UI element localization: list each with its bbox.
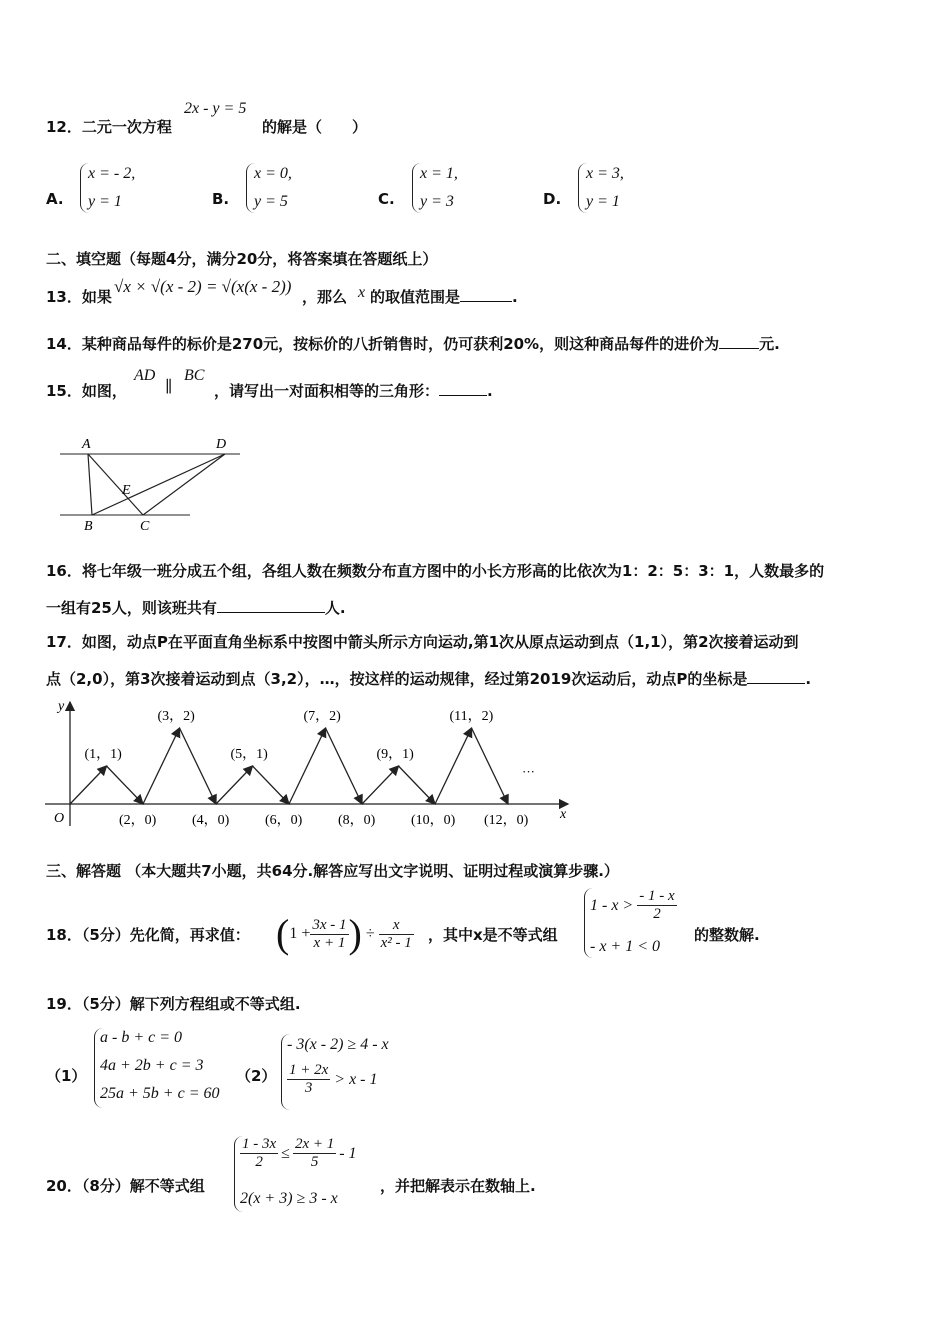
q18-den2: x² - 1 bbox=[380, 934, 412, 951]
q18-mid: ，其中x是不等式组 bbox=[428, 926, 558, 944]
zigzag-path bbox=[70, 728, 508, 804]
section2-title: 二、填空题（每题4分，满分20分，将答案填在答题纸上） bbox=[46, 250, 438, 268]
q20-ineq1-right: - 1 bbox=[339, 1144, 357, 1162]
top-point-label: (11，2) bbox=[449, 709, 494, 724]
zigzag-segment bbox=[180, 728, 217, 804]
q13-answer-blank[interactable] bbox=[460, 287, 512, 302]
q12-option-c-line2: y = 3 bbox=[420, 193, 454, 210]
q19-part1-label: （1） bbox=[46, 1067, 87, 1085]
label-c: C bbox=[140, 519, 150, 534]
q12-option-c-line1: x = 1, bbox=[420, 165, 458, 182]
segment-ac bbox=[88, 454, 143, 515]
q17-end: . bbox=[805, 670, 812, 688]
zigzag-segment bbox=[399, 766, 436, 804]
q20-le: ≤ bbox=[281, 1144, 290, 1162]
top-point-labels bbox=[85, 709, 494, 762]
q12-option-a-line2: y = 1 bbox=[88, 193, 122, 210]
q15-end: . bbox=[487, 382, 493, 400]
q17-answer-blank[interactable] bbox=[747, 669, 805, 684]
q17-figure bbox=[40, 696, 580, 832]
segment-cd bbox=[143, 454, 225, 515]
segment-ab bbox=[88, 454, 92, 515]
q12-stem bbox=[46, 116, 172, 137]
q17-line1: 17．如图，动点P在平面直角坐标系中按图中箭头所示方向运动,第1次从原点运动到点（1,1），第2次接着运动到 bbox=[46, 633, 799, 651]
q18-ineq1-num: - 1 - x bbox=[639, 888, 675, 904]
q14-text: 14．某种商品每件的标价是270元，按标价的八折销售时，仍可获利20%，则这种商品每件的进价为 bbox=[46, 335, 720, 353]
q18-prefix: 18．（5分）先化简，再求值： bbox=[46, 926, 250, 944]
q20-ineq1-num-left: 1 - 3x bbox=[242, 1136, 277, 1152]
right-paren-icon: ) bbox=[348, 911, 362, 956]
q15-prefix: 15．如图， bbox=[46, 382, 127, 400]
label-a: A bbox=[82, 437, 91, 452]
axis-x-label: x bbox=[560, 807, 567, 822]
ellipsis-label: ··· bbox=[522, 764, 535, 779]
q15-ad: AD bbox=[134, 367, 156, 384]
q16-line1: 16．将七年级一班分成五个组，各组人数在频数分布直方图中的小长方形高的比依次为1：2：5：3：1，人数最多的 bbox=[46, 562, 825, 580]
q19-eq3: 25a + 5b + c = 60 bbox=[100, 1085, 220, 1102]
label-d: D bbox=[216, 437, 227, 452]
q20-ineq1-num-right: 2x + 1 bbox=[294, 1136, 335, 1152]
bottom-point-label: (12，0) bbox=[484, 813, 529, 828]
left-paren-icon: ( bbox=[276, 911, 290, 956]
q15-answer-blank[interactable] bbox=[439, 381, 487, 396]
q15-figure bbox=[50, 430, 250, 536]
q18-den1: x + 1 bbox=[313, 934, 346, 951]
top-point-label: (9，1) bbox=[376, 747, 414, 762]
q14-answer-blank[interactable] bbox=[719, 334, 759, 349]
origin-label: O bbox=[54, 811, 65, 826]
label-e: E bbox=[122, 483, 131, 498]
q13-suffix-text: 的取值范围是 bbox=[370, 288, 461, 306]
q13-end: . bbox=[512, 288, 518, 306]
q18-ineq1-frac bbox=[637, 888, 676, 923]
q18-num1: 3x - 1 bbox=[312, 916, 347, 933]
q19-part2-label: （2） bbox=[236, 1067, 277, 1085]
top-point-label: (1，1) bbox=[84, 747, 122, 762]
q20-ineq1-frac-left bbox=[240, 1136, 278, 1171]
bottom-point-label: (4，0) bbox=[192, 813, 230, 828]
q18-fraction1 bbox=[310, 917, 348, 952]
axis-y-label: y bbox=[58, 699, 65, 714]
q17-line2 bbox=[46, 668, 811, 689]
q20-ineq1-den-right: 5 bbox=[310, 1154, 319, 1170]
q18-ineq1 bbox=[590, 888, 677, 923]
q18-num2: x bbox=[379, 917, 414, 935]
q20-ineq1-den-left: 2 bbox=[255, 1154, 263, 1170]
q19-ineq2-den: 3 bbox=[304, 1080, 313, 1096]
bottom-point-label: (10，0) bbox=[411, 813, 456, 828]
q18-ineq2: - x + 1 < 0 bbox=[590, 938, 661, 955]
q15-bc: BC bbox=[184, 367, 205, 384]
q15-suffix bbox=[214, 380, 493, 401]
q12-option-a-line1: x = - 2, bbox=[88, 165, 136, 182]
q18-div: ÷ bbox=[365, 925, 375, 942]
zigzag-segment bbox=[70, 766, 107, 804]
q13-expression: √x × √(x - 2) = √(x(x - 2)) bbox=[114, 277, 292, 296]
q20-suffix: ，并把解表示在数轴上. bbox=[380, 1177, 536, 1195]
zigzag-segment bbox=[326, 728, 363, 804]
zigzag-segment bbox=[107, 766, 144, 804]
bottom-point-label: (2，0) bbox=[119, 813, 157, 828]
q12-option-b-line1: x = 0, bbox=[254, 165, 292, 182]
q12-option-d-line2: y = 1 bbox=[586, 193, 620, 210]
q20-prefix: 20．（8分）解不等式组 bbox=[46, 1177, 205, 1195]
zigzag-segment bbox=[143, 728, 180, 804]
q12-suffix: 的解是（ ） bbox=[262, 118, 368, 136]
q20-ineq1 bbox=[240, 1136, 357, 1171]
q12-prefix: 12．二元一次方程 bbox=[46, 118, 172, 136]
q12-option-b-line2: y = 5 bbox=[254, 193, 288, 210]
q20-ineq2: 2(x + 3) ≥ 3 - x bbox=[240, 1190, 338, 1207]
top-point-label: (3，2) bbox=[157, 709, 195, 724]
zigzag-segment bbox=[216, 766, 253, 804]
q14-end: 元. bbox=[759, 335, 780, 353]
zigzag-segment bbox=[435, 728, 472, 804]
q19-eq1: a - b + c = 0 bbox=[100, 1029, 183, 1046]
q18-expression bbox=[276, 908, 414, 960]
q19-title: 19．（5分）解下列方程组或不等式组. bbox=[46, 995, 301, 1013]
top-point-label: (5，1) bbox=[230, 747, 268, 762]
q13-prefix: 13．如果 bbox=[46, 288, 112, 306]
q12-option-d-line1: x = 3, bbox=[586, 165, 624, 182]
q18-fraction2 bbox=[379, 917, 414, 952]
q13-var: x bbox=[358, 284, 366, 301]
q15-suffix-text: ，请写出一对面积相等的三角形： bbox=[214, 382, 440, 400]
q15-parallel: ∥ bbox=[165, 379, 173, 396]
q18-suffix: 的整数解. bbox=[694, 926, 760, 944]
q16-answer-blank[interactable] bbox=[217, 598, 325, 613]
bottom-point-labels bbox=[119, 813, 529, 828]
q13-mid: ，那么 bbox=[302, 288, 348, 306]
top-point-label: (7，2) bbox=[303, 709, 341, 724]
q12-option-d-letter: D. bbox=[543, 190, 562, 208]
q16-line2 bbox=[46, 597, 346, 618]
q19-ineq1: - 3(x - 2) ≥ 4 - x bbox=[287, 1036, 389, 1053]
q12-option-b-letter: B. bbox=[212, 190, 230, 208]
zigzag-segment bbox=[362, 766, 399, 804]
zigzag-segment bbox=[253, 766, 290, 804]
q19-ineq2-frac bbox=[287, 1062, 330, 1097]
label-b: B bbox=[84, 519, 93, 534]
q12-equation: 2x - y = 5 bbox=[184, 100, 247, 117]
q14-line bbox=[46, 333, 780, 354]
q12-option-a-letter: A. bbox=[46, 190, 64, 208]
q19-eq2: 4a + 2b + c = 3 bbox=[100, 1057, 204, 1074]
section3-title: 三、解答题 （本大题共7小题，共64分.解答应写出文字说明、证明过程或演算步骤.） bbox=[46, 862, 619, 880]
q13-suffix bbox=[370, 286, 518, 307]
zigzag-segment bbox=[472, 728, 509, 804]
bottom-point-label: (8，0) bbox=[338, 813, 376, 828]
q18-ineq1-den: 2 bbox=[653, 906, 661, 922]
q18-one: 1 + bbox=[289, 925, 311, 942]
q16-line2-text: 一组有25人，则该班共有 bbox=[46, 599, 217, 617]
zigzag-segment bbox=[289, 728, 326, 804]
q18-ineq1-left: 1 - x > bbox=[590, 896, 634, 914]
q19-ineq2 bbox=[287, 1062, 378, 1097]
q12-option-c-letter: C. bbox=[378, 190, 395, 208]
q19-ineq2-num: 1 + 2x bbox=[289, 1062, 329, 1078]
q17-line2-text: 点（2,0），第3次接着运动到点（3,2），…，按这样的运动规律，经过第2019次运动后，动点P的坐标是 bbox=[46, 670, 748, 688]
q16-end: 人. bbox=[324, 599, 346, 617]
bottom-point-label: (6，0) bbox=[265, 813, 303, 828]
q20-ineq1-frac-right bbox=[293, 1136, 336, 1171]
segment-bd bbox=[92, 454, 225, 515]
q19-ineq2-right: > x - 1 bbox=[334, 1070, 378, 1088]
